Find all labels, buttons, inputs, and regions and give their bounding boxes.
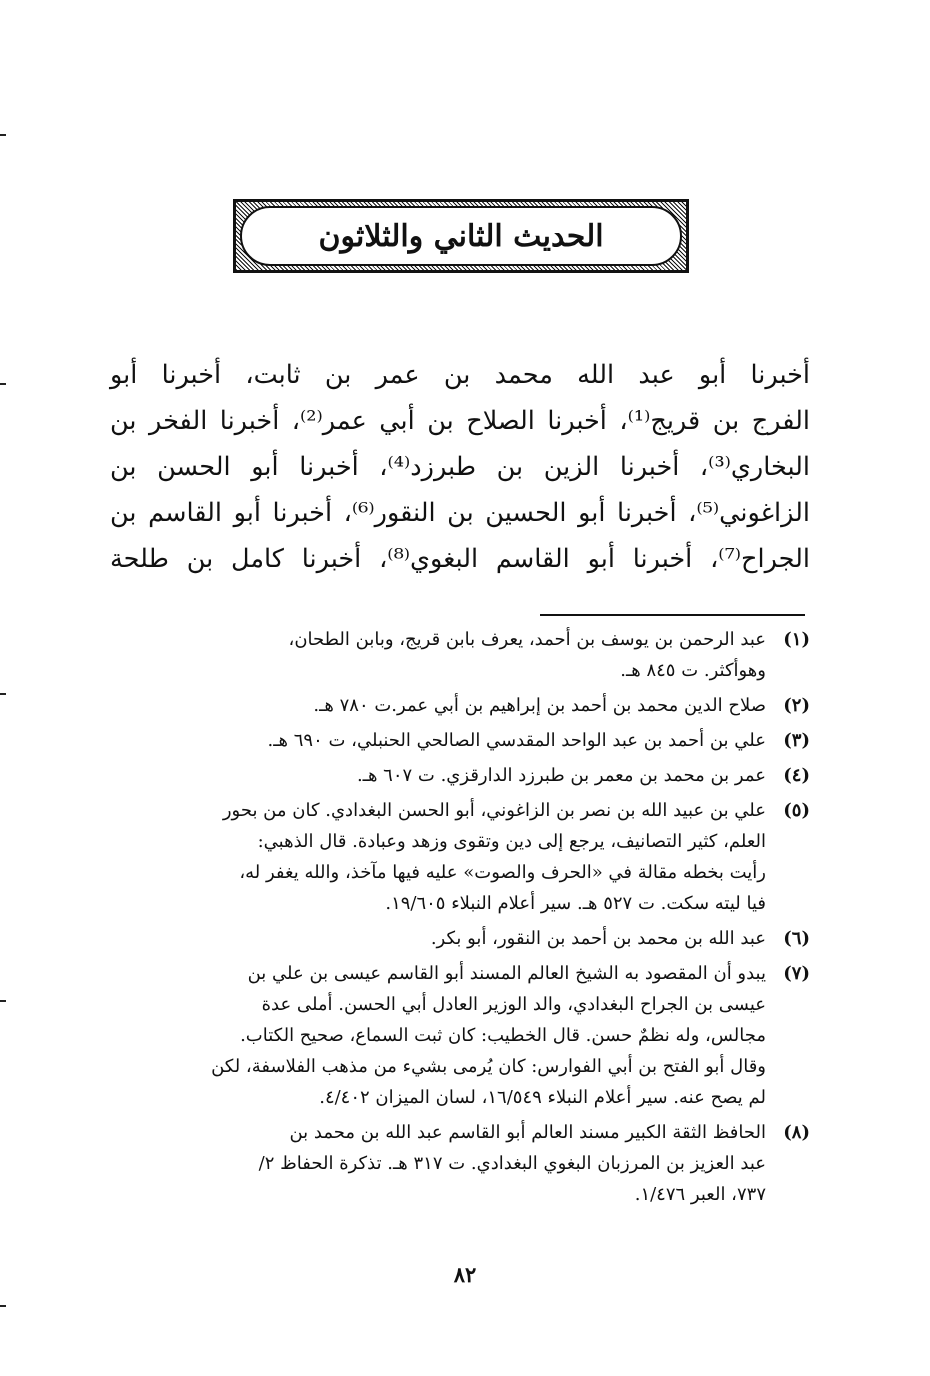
footnote-number: (٢) xyxy=(783,695,810,716)
footnote-line: وقال أبو الفتح بن أبي الفوارس: كان يُرمى بشيء من مذهب الفلاسفة، لكن xyxy=(211,1056,766,1077)
footnote-line: وهوأكثر. ت ٨٤٥ هـ. xyxy=(620,660,766,681)
footnote-text xyxy=(110,760,766,791)
footnote-line: الحافظ الثقة الكبير مسند العالم أبو القاسم عبد الله بن محمد بن xyxy=(289,1122,766,1143)
footnote xyxy=(110,958,810,1113)
footnote xyxy=(110,1117,810,1210)
edge-mark xyxy=(0,134,6,136)
footnote-line: علي بن عبيد الله بن نصر بن الزاغوني، أبو الحسن البغدادي. كان من بحور xyxy=(222,800,766,821)
hadith-line: الزاغوني⁽⁵⁾، أخبرنا أبو الحسين بن النقور⁽⁶⁾، أخبرنا أبو القاسم بن xyxy=(110,498,811,528)
title-frame xyxy=(233,199,689,273)
footnote-line: رأيت بخطه مقالة في «الحرف والصوت» عليه فيها مآخذ، والله يغفر له، xyxy=(239,862,766,883)
footnotes xyxy=(110,624,810,1214)
footnote-number: (٣) xyxy=(783,730,810,751)
footnote-number: (١) xyxy=(783,629,810,650)
footnote-number: (٨) xyxy=(783,1122,810,1143)
footnote xyxy=(110,923,810,954)
footnote xyxy=(110,690,810,721)
hadith-line: أخبرنا أبو عبد الله محمد بن عمر بن ثابت، أخبرنا أبو xyxy=(110,360,810,390)
page-title: الحديث الثاني والثلاثون xyxy=(318,218,604,254)
edge-mark xyxy=(0,693,6,695)
footnote-text xyxy=(110,795,766,919)
hadith-text xyxy=(110,352,810,582)
footnote-text xyxy=(110,725,766,756)
footnote-line: عبد العزيز بن المرزبان البغوي البغدادي. ت ٣١٧ هـ. تذكرة الحفاظ ٢/ xyxy=(258,1153,766,1174)
footnote-line: عمر بن محمد بن معمر بن طبرزد الدارقزي. ت ٦٠٧ هـ. xyxy=(356,765,766,786)
title-cartouche xyxy=(240,206,682,266)
footnote-separator xyxy=(540,614,805,616)
footnote-line: العلم، كثير التصانيف، يرجع إلى دين وتقوى وزهد وعبادة. قال الذهبي: xyxy=(257,831,766,852)
footnote xyxy=(110,795,810,919)
footnote-text xyxy=(110,923,766,954)
footnote-line: مجالس، وله نظمٌ حسن. قال الخطيب: كان ثبت السماع، صحيح الكتاب. xyxy=(240,1025,766,1046)
hadith-line: البخاري⁽³⁾، أخبرنا الزين بن طبرزد⁽⁴⁾، أخبرنا أبو الحسن بن xyxy=(110,452,810,482)
footnote-text xyxy=(110,624,766,686)
footnote-line: ٧٣٧، العبر ١/٤٧٦. xyxy=(634,1184,766,1205)
footnote-text xyxy=(110,690,766,721)
hadith-line: الفرج بن قريج⁽¹⁾، أخبرنا الصلاح بن أبي عمر⁽²⁾، أخبرنا الفخر بن xyxy=(110,406,810,436)
footnote-text xyxy=(110,1117,766,1210)
page-number: ٨٢ xyxy=(453,1262,477,1287)
footnote-line: عيسى بن الجراح البغدادي، والد الوزير العادل أبي الحسن. أملى عدة xyxy=(261,994,766,1015)
footnote-number: (٧) xyxy=(783,963,810,984)
footnote-number: (٦) xyxy=(783,928,810,949)
footnote-text xyxy=(110,958,766,1113)
footnote-line: عبد الله بن محمد بن أحمد بن النقور، أبو بكر. xyxy=(430,928,766,949)
footnote-line: فيا ليته سكت. ت ٥٢٧ هـ. سير أعلام النبلاء ١٩/٦٠٥. xyxy=(385,893,766,914)
edge-mark xyxy=(0,383,6,385)
edge-mark xyxy=(0,1000,6,1002)
footnote-number: (٤) xyxy=(783,765,810,786)
footnote-line: عبد الرحمن بن يوسف بن أحمد، يعرف بابن قريج، وبابن الطحان، xyxy=(288,629,766,650)
footnote-line: لم يصح عنه. سير أعلام النبلاء ١٦/٥٤٩، لسان الميزان ٤/٤٠٢. xyxy=(319,1087,766,1108)
footnote-number: (٥) xyxy=(783,800,810,821)
footnote-line: صلاح الدين محمد بن أحمد بن إبراهيم بن أبي عمر.ت ٧٨٠ هـ. xyxy=(313,695,766,716)
footnote-line: يبدو أن المقصود به الشيخ العالم المسند أبو القاسم عيسى بن علي بن xyxy=(247,963,766,984)
footnote xyxy=(110,624,810,686)
footnote xyxy=(110,760,810,791)
footnote xyxy=(110,725,810,756)
footnote-line: علي بن أحمد بن عبد الواحد المقدسي الصالحي الحنبلي، ت ٦٩٠ هـ. xyxy=(267,730,766,751)
hadith-line: الجراح⁽⁷⁾، أخبرنا أبو القاسم البغوي⁽⁸⁾، أخبرنا كامل بن طلحة xyxy=(110,544,810,574)
edge-mark xyxy=(0,1305,6,1307)
